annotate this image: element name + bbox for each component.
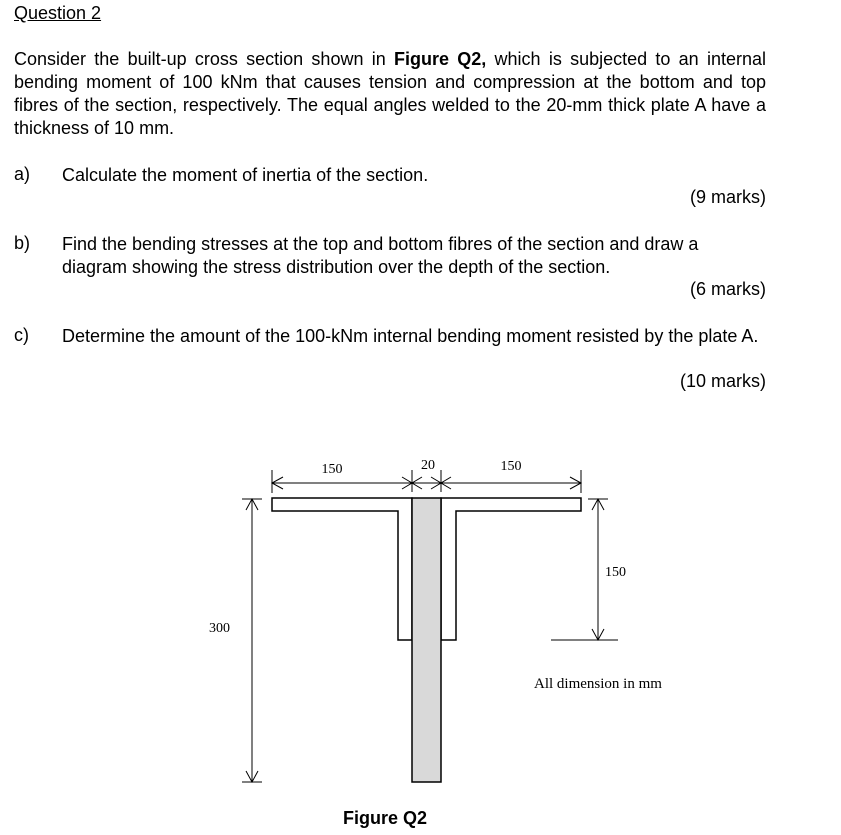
part-b-label: b) <box>14 233 31 253</box>
part-b-marks: (6 marks) <box>690 279 766 299</box>
dim-label-angle-height: 150 <box>605 565 626 580</box>
figure-reference: Figure Q2, <box>394 49 487 69</box>
part-a-marks: (9 marks) <box>690 187 766 207</box>
right-angle <box>441 498 581 640</box>
figure-caption: Figure Q2 <box>343 808 428 828</box>
part-c-marks: (10 marks) <box>679 371 766 391</box>
question-heading: Question 2 <box>14 3 102 23</box>
dim-label-plate-width: 20 <box>421 458 435 473</box>
dimension-note: All dimension in mm <box>534 676 662 692</box>
part-a-label: a) <box>14 164 31 184</box>
left-angle <box>272 498 412 640</box>
part-c-label: c) <box>14 325 29 345</box>
part-c-text: Determine the amount of the 100-kNm internal bending moment resisted by the plate A. <box>62 326 759 346</box>
intro-text-1: Consider the built-up cross section shown in <box>14 49 394 69</box>
plate-a <box>412 498 441 782</box>
dim-label-right-width: 150 <box>500 459 522 474</box>
dim-label-left-width: 150 <box>321 462 343 477</box>
dim-label-total-height: 300 <box>209 621 230 636</box>
part-b-text: Find the bending stresses at the top and bottom fibres of the section and draw a diagram showing the stress distribution over the depth of the section. <box>62 234 699 277</box>
intro-text-2: which is subjected to an internal bending moment of 100 kNm that causes tension and compression at the bottom and top fibres of the section, respectively. The equal angles welded to the 20-mm thick plate A have a thickness of 10 mm. <box>14 49 766 138</box>
part-a-text: Calculate the moment of inertia of the section. <box>62 165 429 185</box>
